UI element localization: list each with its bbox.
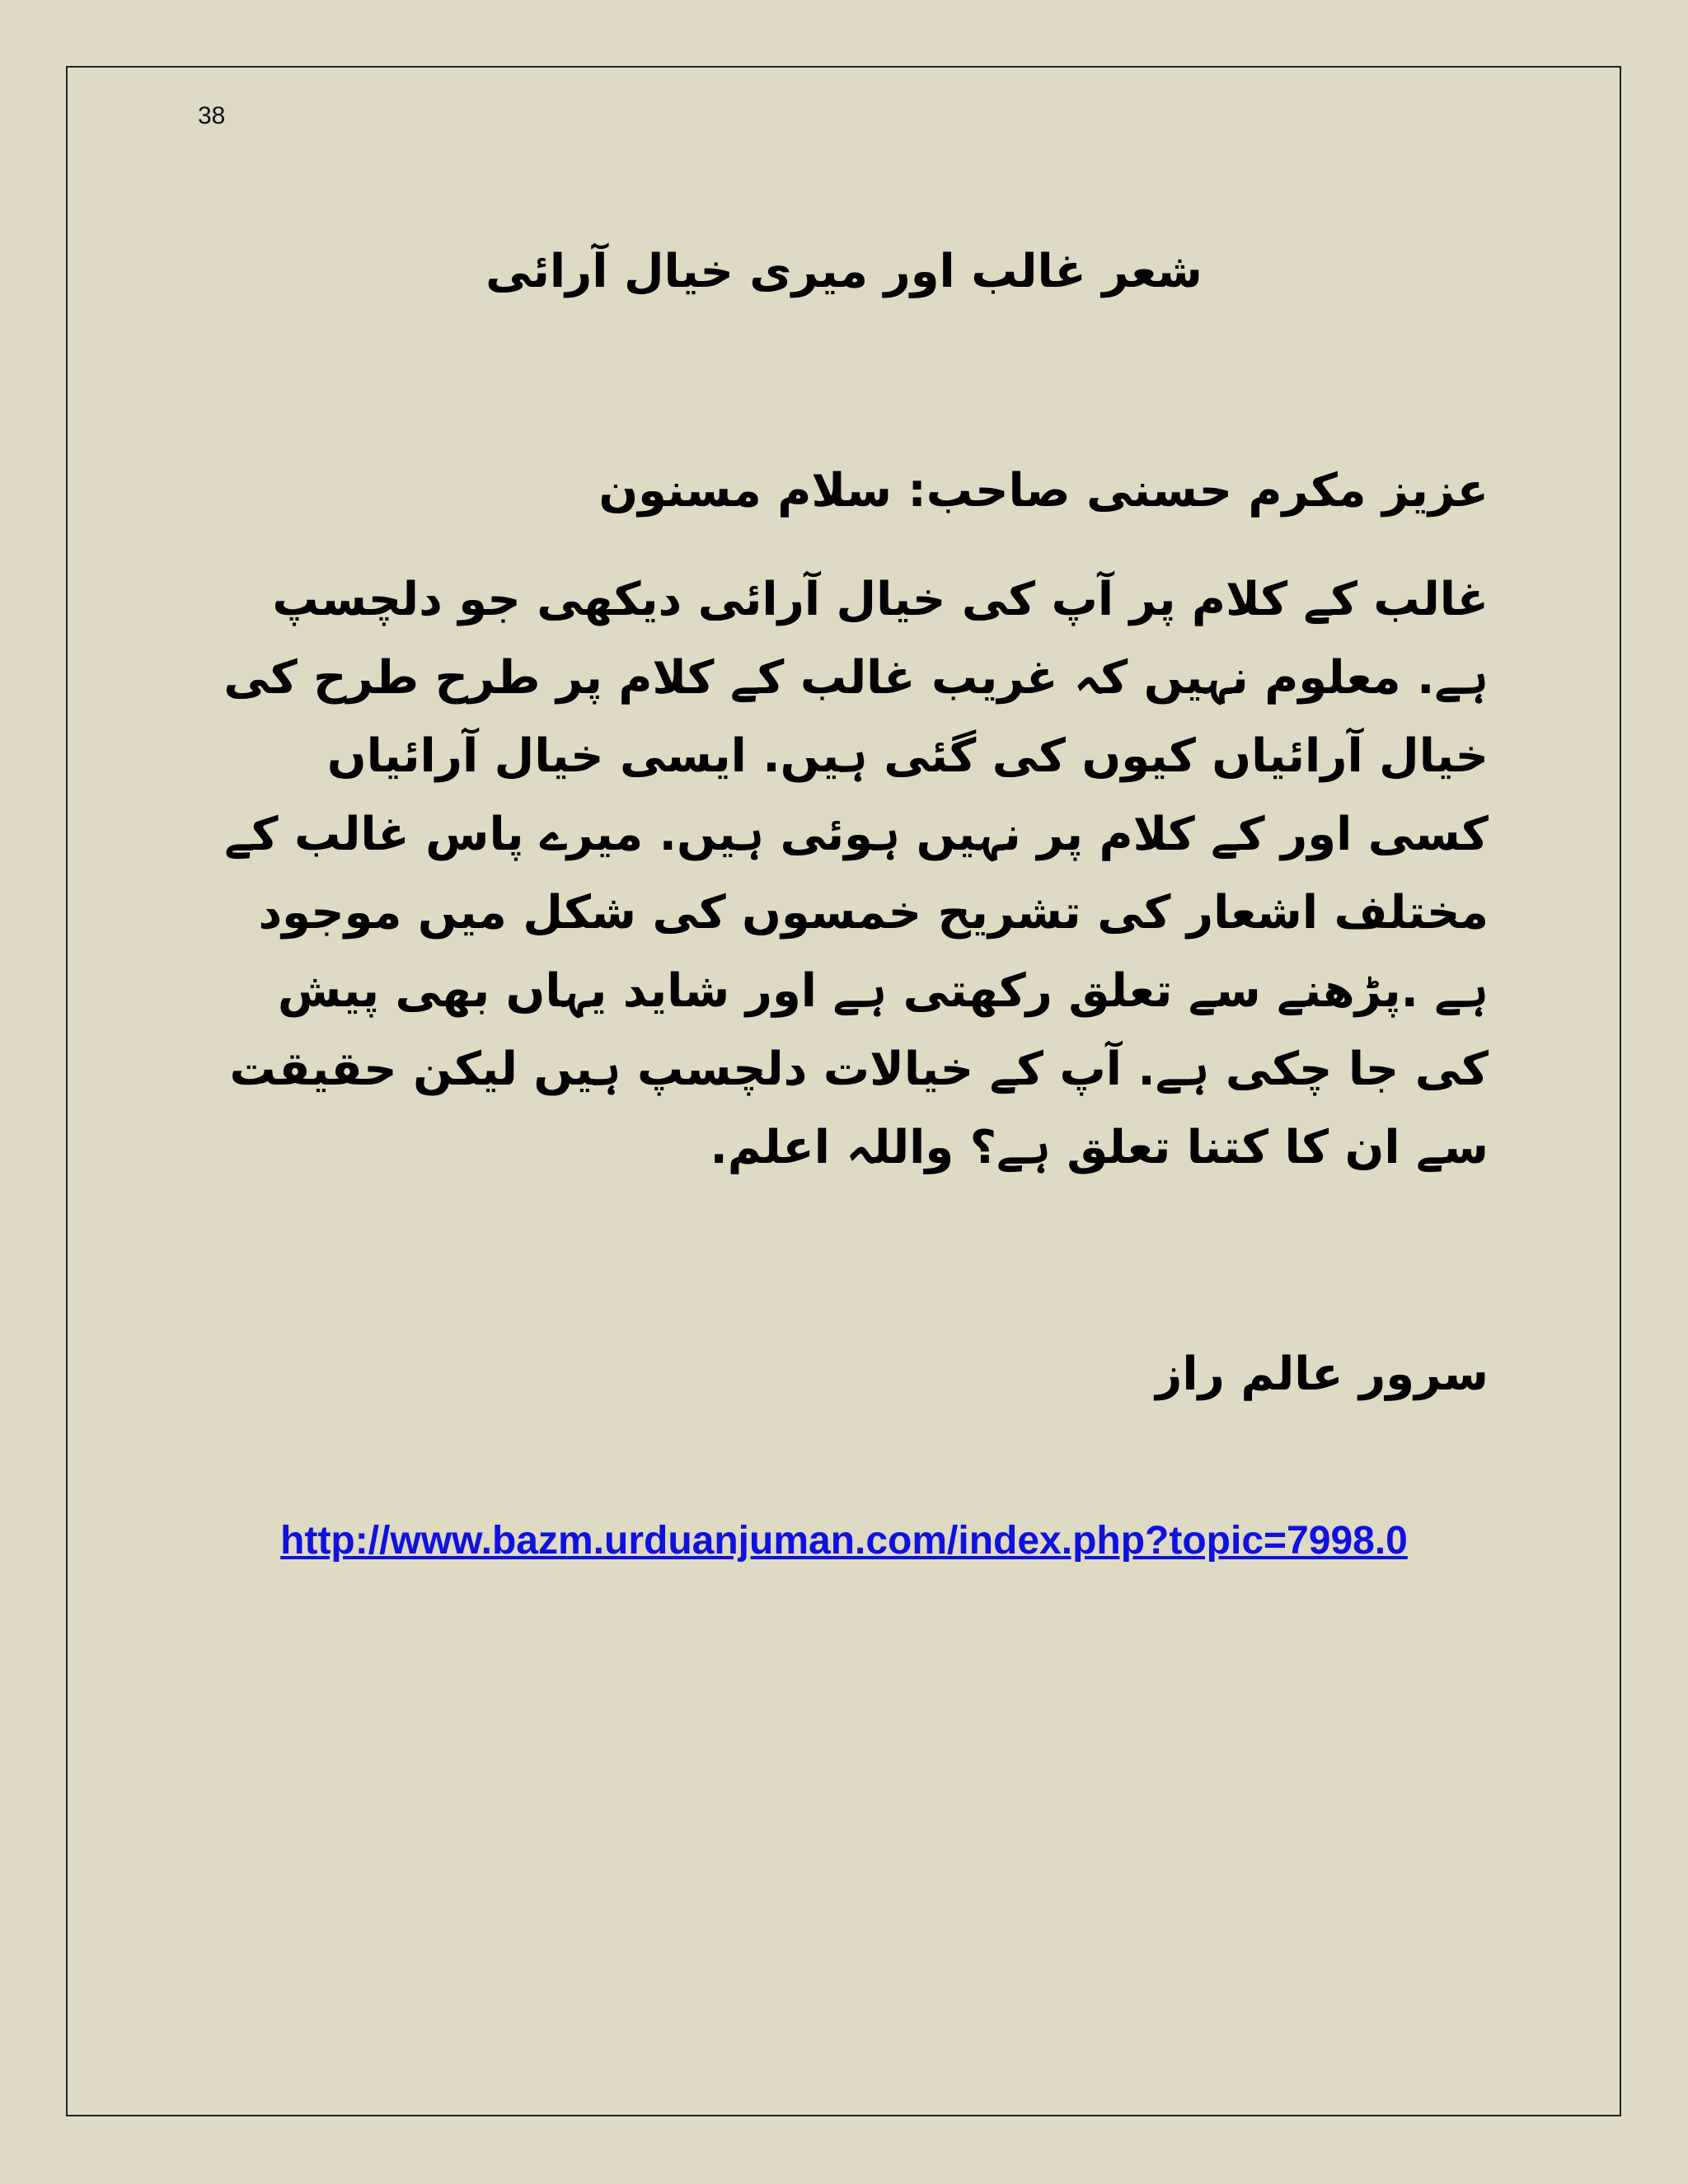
signature: سرور عالم راز <box>1156 1347 1489 1401</box>
page-number: 38 <box>198 102 226 129</box>
body-paragraph: غالب کے کلام پر آپ کی خیال آرائی دیکھی جو دلچسپ ہے. معلوم نہیں کہ غریب غالب کے کلام پر طرح طرح کی خیال آرائیاں کیوں کی گئی ہیں. ایسی خیال آرائیاں کسی اور کے کلام پر نہیں ہوئی ہیں. میرے پاس غالب کے مختلف اشعار کی تشریح خمسوں کی شکل میں موجود ہے .پڑھنے سے تعلق رکھتی ہے اور شاید یہاں بھی پیش کی جا چکی ہے. آپ کے خیالات دلچسپ ہیں لیکن حقیقت سے ان کا کتنا تعلق ہے؟ واللہ اعلم. <box>223 573 1489 1174</box>
salutation: عزیز مکرم حسنی صاحب: سلام مسنون <box>598 464 1489 518</box>
source-link[interactable]: http://www.bazm.urduanjuman.com/index.php?topic=7998.0 <box>280 1519 1408 1563</box>
page-title: شعر غالب اور میری خیال آرائی <box>485 245 1203 298</box>
